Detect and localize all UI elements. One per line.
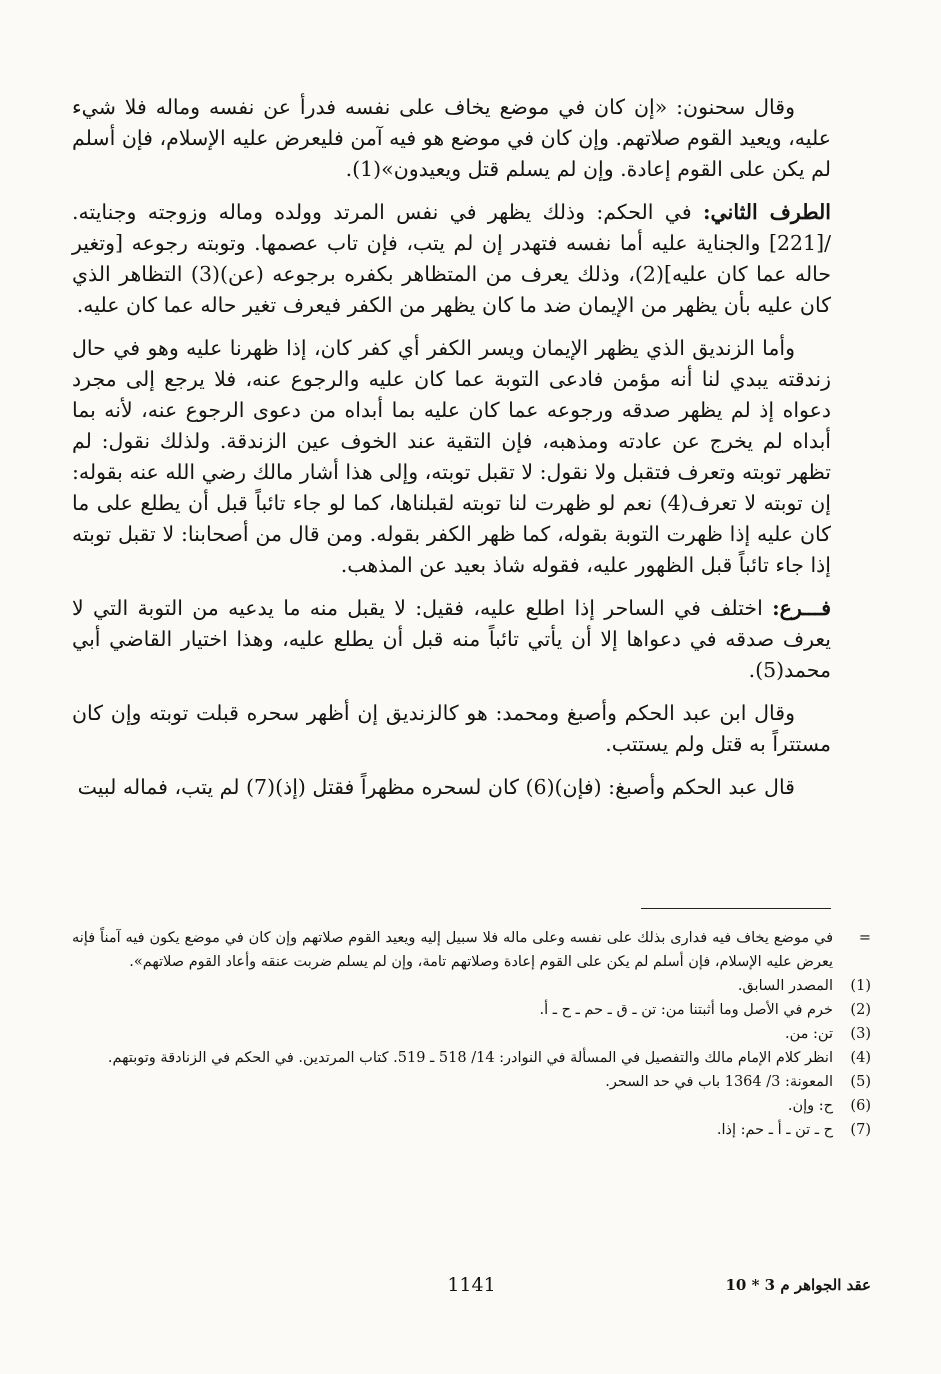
footnote-continued: [72, 926, 871, 974]
paragraph-2: [72, 197, 831, 321]
footnote-text: خرم في الأصل وما أثبتنا من: تن ـ ق ـ حم ـ ح ـ أ.: [539, 1002, 833, 1018]
paragraph-text: في الحكم: وذلك يظهر في نفس المرتد وولده وماله وزوجته وجنايته. /[221] والجناية عليه أما نفسه فتهدر إن لم يتب، فإن تاب عصمها. وتوبته رجوعه [وتغير حاله عما كان عليه](2)، وذلك يعرف من المتظاهر بكفره برجوعه (عن)(3) التظاهر الذي كان عليه بأن يظهر من الإيمان ضد ما كان يظهر من الكفر فيعرف تغير حاله عما كان عليه.: [72, 200, 831, 317]
footnote-text: في موضع يخاف فيه فدارى بذلك على نفسه وعلى ماله فلا سبيل إليه ويعيد القوم صلاتهم وإن كان في موضع يكون فيه آمناً فإنه يعرض عليه الإسلام، فإن أسلم لم يكن على القوم إعادة وصلاتهم تامة، وإن لم يسلم ضربت عنقه وأعاد القوم صلاتهم».: [72, 930, 833, 970]
footnote-7: [72, 1118, 871, 1142]
footnote-6: [72, 1094, 871, 1118]
footnote-3: [72, 1022, 871, 1046]
paragraph-text: قال عبد الحكم وأصبغ: (فإن)(6) كان لسحره مظهراً فقتل (إذ)(7) لم يتب، فماله لبيت: [77, 775, 795, 799]
paragraph-lead: الطرف الثاني:: [702, 200, 831, 224]
footnote-text: انظر كلام الإمام مالك والتفصيل في المسألة في النوادر: 14/ 518 ـ 519. كتاب المرتدين. في الحكم في الزنادقة وتوبتهم.: [107, 1050, 833, 1066]
paragraph-text: اختلف في الساحر إذا اطلع عليه، فقيل: لا يقبل منه ما يدعيه من التوبة التي لا يعرف صدقه في دعواها إلا أن يأتي تائباً منه قبل أن يطلع عليه، وهذا اختيار القاضي أبي محمد(5).: [72, 596, 831, 682]
footnotes: [72, 926, 871, 1142]
paragraph-lead: فـــرع:: [772, 596, 831, 620]
footnote-number: (2): [850, 1002, 871, 1018]
footnote-text: ح: وإن.: [787, 1098, 833, 1114]
footnote-5: [72, 1070, 871, 1094]
paragraph-text: وقال سحنون: «إن كان في موضع يخاف على نفسه فدرأ عن نفسه وماله فلا شيء عليه، ويعيد القوم صلاتهم. وإن كان في موضع هو فيه آمن فليعرض عليه الإسلام، فإن أسلم لم يكن على القوم إعادة. وإن لم يسلم قتل ويعيدون»(1).: [72, 95, 831, 181]
paragraph-text: وأما الزنديق الذي يظهر الإيمان ويسر الكفر أي كفر كان، إذا ظهرنا عليه وهو في حال زندقته يبدي لنا أنه مؤمن فادعى التوبة عما كان عليه والرجوع عنه، فلا يرجع إلى مجرد دعواه إذ لم يظهر صدقه ورجوعه عما كان عليه بما أبداه من دعوى الرجوع عنه، لأنه بما أبداه لم يخرج عن عادته ومذهبه، فإن التقية عند الخوف عين الزندقة. ولذلك نقول: لم تظهر توبته وتعرف فتقبل ولا نقول: لا تقبل توبته، وإلى هذا أشار مالك رضي الله عنه بقوله: إن توبته لا تعرف(4) نعم لو ظهرت لنا توبته لقبلناها، كما لو جاء تائباً قبل أن يطلع على ما كان عليه إذا ظهرت التوبة بقوله، كما ظهر الكفر بقوله. ومن قال من أصحابنا: لا تقبل توبته إذا جاء تائباً قبل الظهور عليه، فقوله شاذ بعيد عن المذهب.: [72, 336, 831, 577]
footnote-2: [72, 998, 871, 1022]
paragraph-5: [72, 698, 831, 760]
footnote-text: المصدر السابق.: [737, 978, 833, 994]
page-footer: [72, 1274, 871, 1304]
page-number: 1141: [447, 1274, 496, 1296]
paragraph-4: [72, 593, 831, 686]
footnote-number: (3): [850, 1026, 871, 1042]
paragraph-3: [72, 333, 831, 581]
footnote-number: (7): [850, 1122, 871, 1138]
footnote-text: المعونة: 3/ 1364 باب في حد السحر.: [605, 1074, 833, 1090]
footnote-number: =: [858, 930, 871, 946]
footnote-number: (6): [850, 1098, 871, 1114]
footnote-divider: [641, 908, 831, 909]
footnote-4: [72, 1046, 871, 1070]
footnote-number: (4): [850, 1050, 871, 1066]
footnote-number: (5): [850, 1074, 871, 1090]
main-text: [72, 92, 831, 815]
paragraph-1: [72, 92, 831, 185]
paragraph-6: [72, 772, 831, 803]
paragraph-text: وقال ابن عبد الحكم وأصبغ ومحمد: هو كالزنديق إن أظهر سحره قبلت توبته وإن كان مستتراً به قتل ولم يستتب.: [72, 701, 831, 756]
footnote-number: (1): [850, 978, 871, 994]
book-reference: عقد الجواهر م 3 * 10: [725, 1276, 871, 1294]
footnote-text: تن: من.: [785, 1026, 833, 1042]
footnote-1: [72, 974, 871, 998]
footnote-text: ح ـ تن ـ أ ـ حم: إذا.: [716, 1122, 833, 1138]
